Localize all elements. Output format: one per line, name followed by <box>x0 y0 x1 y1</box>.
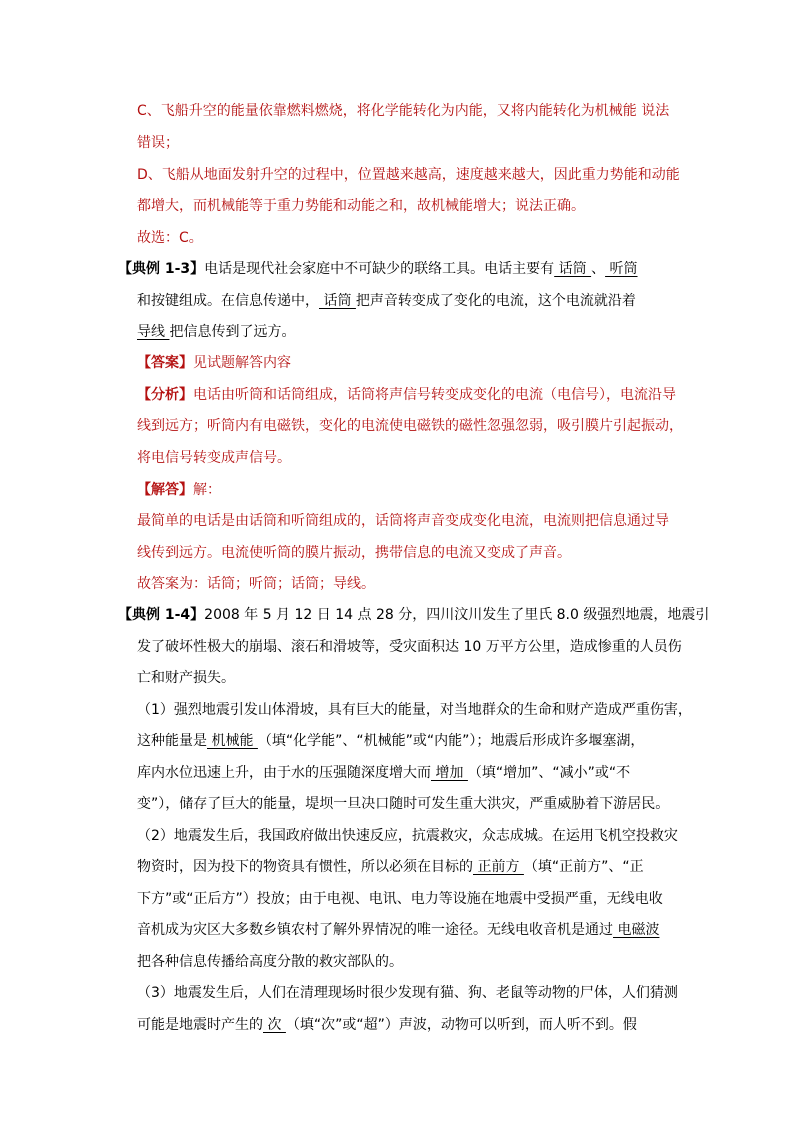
blank-answer: 正前方 <box>473 859 524 875</box>
example-1-3-line2 <box>137 291 636 311</box>
question-text: 电话是现代社会家庭中不可缺少的联络工具。电话主要有 <box>204 261 555 277</box>
question-text: （填“正前方”、“正 <box>523 859 644 875</box>
q2-line5: 把各种信息传播给高度分散的救灾部队的。 <box>137 954 403 970</box>
example-1-3-line1 <box>118 259 638 279</box>
question-text: 把信息传到了远方。 <box>169 324 296 340</box>
analysis-line1 <box>137 385 676 405</box>
question-text: 可能是地震时产生的 <box>137 1017 263 1033</box>
example-1-3-tag: 【典例 1-3】 <box>118 261 205 277</box>
solution-text: 解： <box>193 482 221 498</box>
question-text: 2008 年 5 月 12 日 14 点 28 分，四川汶川发生了里氏 8.0 级强烈地震，地震引 <box>204 607 710 623</box>
question-text: （填“化学能”、“机械能”或“内能”）；地震后形成许多堰塞湖， <box>257 733 645 749</box>
example-1-4-tag: 【典例 1-4】 <box>118 607 205 623</box>
example-1-4-line1 <box>118 605 709 625</box>
q1-line2 <box>137 731 644 751</box>
selection-c: 故选：C。 <box>137 230 203 246</box>
answer-text: 见试题解答内容 <box>193 355 291 371</box>
question-text: 把声音转变成了变化的电流，这个电流就沿着 <box>355 293 636 309</box>
blank-answer: 话筒 <box>319 293 356 309</box>
example-1-4-line2: 发了破坏性极大的崩塌、滚石和滑坡等，受灾面积达 10 万平方公里，造成惨重的人员伤 <box>137 639 682 655</box>
q2-line2 <box>137 857 644 877</box>
analysis-line2: 线到远方；听筒内有电磁铁，变化的电流使电磁铁的磁性忽强忽弱，吸引膜片引起振动， <box>137 418 683 434</box>
question-text: 物资时，因为投下的物资具有惯性，所以必须在目标的 <box>137 859 473 875</box>
blank-answer: 机械能 <box>207 733 258 749</box>
q1-line4: 变”），储存了巨大的能量，堤坝一旦决口随时可发生重大洪灾，严重威胁着下游居民。 <box>137 796 670 812</box>
answer-line <box>137 353 291 373</box>
analysis-tag: 【分析】 <box>137 387 193 403</box>
blank-answer: 话筒 <box>554 261 592 277</box>
blank-answer: 增加 <box>431 765 468 781</box>
blank-answer: 次 <box>263 1017 286 1033</box>
solution-tag: 【解答】 <box>137 482 193 498</box>
blank-answer: 电磁波 <box>613 922 660 938</box>
question-text: 和按键组成。在信息传递中， <box>137 293 319 309</box>
question-text: （填“增加”、“减小”或“不 <box>467 765 631 781</box>
question-text: 这种能量是 <box>137 733 207 749</box>
q3-line2 <box>137 1015 637 1035</box>
example-1-4-line3: 亡和财产损失。 <box>137 670 235 686</box>
question-text: 音机成为灾区大多数乡镇农村了解外界情况的唯一途径。无线电收音机是通过 <box>137 922 613 938</box>
solution-line1: 最简单的电话是由话筒和听筒组成的，话筒将声音变成变化电流，电流则把信息通过导 <box>137 513 669 529</box>
example-1-3-line3 <box>137 322 295 342</box>
question-text: 库内水位迅速上升，由于水的压强随深度增大而 <box>137 765 431 781</box>
analysis-line3: 将电信号转变成声信号。 <box>137 450 291 466</box>
q1-line3 <box>137 763 630 783</box>
analysis-text: 电话由听筒和话筒组成，话筒将声信号转变成变化的电流（电信号），电流沿导 <box>193 387 676 403</box>
q3-line1: （3）地震发生后，人们在清理现场时很少发现有猫、狗、老鼠等动物的尸体，人们猜测 <box>137 985 678 1001</box>
q2-line1: （2）地震发生后，我国政府做出快速反应，抗震救灾，众志成城。在运用飞机空投救灾 <box>137 828 678 844</box>
q2-line4 <box>137 920 659 940</box>
solution-line2: 线传到远方。电流使听筒的膜片振动，携带信息的电流又变成了声音。 <box>137 545 571 561</box>
option-d-line1: D、飞船从地面发射升空的过程中，位置越来越高，速度越来越大，因此重力势能和动能 <box>137 167 680 183</box>
solution-line <box>137 480 221 500</box>
blank-answer: 导线 <box>137 324 170 340</box>
option-c-line2: 错误； <box>137 135 179 151</box>
option-d-line2: 都增大，而机械能等于重力势能和动能之和，故机械能增大；说法正确。 <box>137 198 585 214</box>
blank-answer: 听筒 <box>605 261 638 277</box>
answer-tag: 【答案】 <box>137 355 193 371</box>
q1-line1: （1）强烈地震引发山体滑坡，具有巨大的能量，对当地群众的生命和财产造成严重伤害， <box>137 702 692 718</box>
option-c-line1: C、飞船升空的能量依靠燃料燃烧，将化学能转化为内能，又将内能转化为机械能 说法 <box>137 103 670 119</box>
question-text: 、 <box>591 261 606 277</box>
final-answer: 故答案为：话筒；听筒；话筒；导线。 <box>137 576 375 592</box>
q2-line3: 下方”或“正后方”）投放；由于电视、电讯、电力等设施在地震中受损严重，无线电收 <box>137 891 663 907</box>
question-text: （填“次”或“超”）声波，动物可以听到，而人听不到。假 <box>285 1017 637 1033</box>
